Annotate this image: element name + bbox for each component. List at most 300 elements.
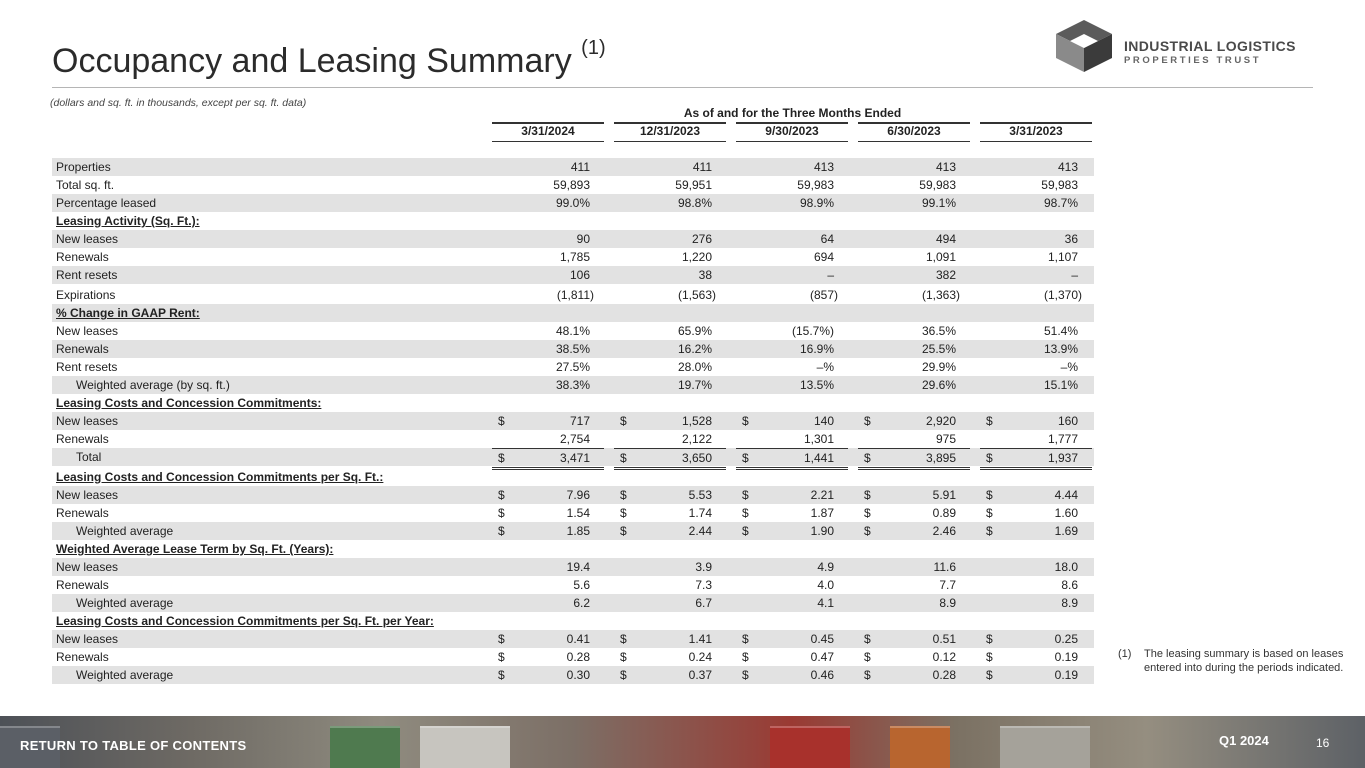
row-label: Renewals — [56, 250, 109, 264]
cell-value: 975 — [935, 432, 956, 446]
cell-value: 0.46 — [810, 668, 834, 682]
table-cell — [980, 522, 1092, 540]
table-cell — [614, 194, 726, 212]
company-logo — [1054, 20, 1316, 72]
cell-value: 0.19 — [1054, 650, 1078, 664]
currency-symbol: $ — [742, 632, 749, 646]
cell-value: (15.7%) — [791, 324, 834, 338]
footer-quarter: Q1 2024 — [1219, 733, 1269, 748]
cell-value: –% — [816, 360, 834, 374]
cell-value: 1,785 — [559, 250, 590, 264]
table-row — [52, 176, 1094, 194]
currency-symbol: $ — [742, 488, 749, 502]
row-label: New leases — [56, 560, 119, 574]
row-label: Weighted average — [76, 596, 174, 610]
currency-symbol: $ — [864, 650, 871, 664]
cell-value: 160 — [1057, 414, 1078, 428]
row-label: Leasing Costs and Concession Commitments per Sq. Ft.: — [56, 470, 384, 484]
table-cell — [492, 266, 604, 284]
cell-value: 6.2 — [573, 596, 590, 610]
table-cell — [492, 522, 604, 540]
cell-value: 3,895 — [925, 451, 956, 465]
period-group-heading: As of and for the Three Months Ended — [683, 106, 902, 120]
table-cell — [858, 504, 970, 522]
cell-value: 1.85 — [566, 524, 590, 538]
table-row — [52, 648, 1094, 666]
cell-value: 1.74 — [688, 506, 712, 520]
cell-value: 11.6 — [933, 560, 956, 574]
table-cell — [858, 576, 970, 594]
table-cell — [492, 158, 604, 176]
cell-value: 99.1% — [921, 196, 956, 210]
cell-value: 16.9% — [799, 342, 834, 356]
row-label: New leases — [56, 232, 119, 246]
cell-value: 0.41 — [566, 632, 590, 646]
cell-value: 59,893 — [553, 178, 590, 192]
table-cell — [614, 666, 726, 684]
table-cell — [980, 448, 1092, 470]
row-label: Renewals — [56, 342, 109, 356]
table-cell — [980, 576, 1092, 594]
table-cell — [614, 376, 726, 394]
cell-value: 3,650 — [681, 451, 712, 465]
currency-symbol: $ — [742, 414, 749, 428]
table-cell — [980, 248, 1092, 266]
table-cell — [980, 158, 1092, 176]
table-cell — [736, 648, 848, 666]
row-label: Total — [76, 450, 102, 464]
cell-value: 8.9 — [1061, 596, 1078, 610]
row-label: Weighted average — [76, 524, 174, 538]
cell-value: 38.5% — [555, 342, 590, 356]
table-row — [52, 340, 1094, 358]
table-row — [52, 322, 1094, 340]
table-cell — [980, 630, 1092, 648]
cell-value: 7.7 — [939, 578, 956, 592]
period-header: 3/31/2023 — [980, 122, 1092, 142]
row-label: New leases — [56, 632, 119, 646]
cell-value: 0.28 — [566, 650, 590, 664]
section-header-row — [52, 304, 1094, 322]
cell-value: 1,937 — [1047, 451, 1078, 465]
return-to-toc-link[interactable]: RETURN TO TABLE OF CONTENTS — [20, 738, 247, 753]
table-cell — [980, 666, 1092, 684]
table-cell — [858, 648, 970, 666]
cell-value: 4.1 — [817, 596, 834, 610]
cell-value: 19.4 — [566, 560, 590, 574]
table-row — [52, 430, 1094, 448]
table-cell — [858, 486, 970, 504]
table-cell — [858, 248, 970, 266]
row-label: Renewals — [56, 432, 109, 446]
row-label: Renewals — [56, 578, 109, 592]
table-cell — [736, 522, 848, 540]
table-cell — [736, 576, 848, 594]
cell-value: 1.87 — [810, 506, 834, 520]
cell-value: 65.9% — [677, 324, 712, 338]
cell-value: (1,811) — [556, 288, 594, 302]
table-row — [52, 358, 1094, 376]
table-cell — [614, 648, 726, 666]
row-label: Weighted Average Lease Term by Sq. Ft. (Years): — [56, 542, 334, 556]
cell-value: 2.46 — [932, 524, 956, 538]
cell-value: 2.21 — [810, 488, 834, 502]
cell-value: 59,983 — [919, 178, 956, 192]
table-cell — [736, 286, 848, 304]
table-cell — [980, 266, 1092, 284]
table-cell — [980, 176, 1092, 194]
row-label: % Change in GAAP Rent: — [56, 306, 200, 320]
row-label: New leases — [56, 488, 119, 502]
cell-value: 1,441 — [803, 451, 834, 465]
currency-symbol: $ — [620, 524, 627, 538]
cell-value: 1,107 — [1047, 250, 1078, 264]
table-row — [52, 158, 1094, 176]
row-label: New leases — [56, 324, 119, 338]
cell-value: 494 — [935, 232, 956, 246]
table-cell — [492, 340, 604, 358]
cell-value: 413 — [1057, 160, 1078, 174]
cell-value: 15.1% — [1043, 378, 1078, 392]
table-cell — [858, 594, 970, 612]
cell-value: 36.5% — [921, 324, 956, 338]
table-row — [52, 448, 1094, 466]
row-label: Weighted average (by sq. ft.) — [76, 378, 230, 392]
currency-symbol: $ — [742, 668, 749, 682]
table-cell — [858, 194, 970, 212]
header-divider — [52, 87, 1313, 88]
table-cell — [858, 558, 970, 576]
table-cell — [614, 230, 726, 248]
currency-symbol: $ — [864, 632, 871, 646]
row-label: Total sq. ft. — [56, 178, 115, 192]
cell-value: 2.44 — [688, 524, 712, 538]
currency-symbol: $ — [986, 650, 993, 664]
page-title — [52, 36, 606, 81]
row-label: Percentage leased — [56, 196, 157, 210]
footer-photo-trailer — [330, 726, 400, 768]
table-row — [52, 486, 1094, 504]
table-cell — [614, 558, 726, 576]
cell-value: (857) — [809, 288, 838, 302]
table-row — [52, 412, 1094, 430]
table-cell — [736, 630, 848, 648]
cell-value: 90 — [576, 232, 590, 246]
row-label: Leasing Costs and Concession Commitments: — [56, 396, 322, 410]
cell-value: 1.90 — [810, 524, 834, 538]
cell-value: 1,220 — [681, 250, 712, 264]
currency-symbol: $ — [986, 451, 993, 465]
table-cell — [614, 248, 726, 266]
table-row — [52, 230, 1094, 248]
currency-symbol: $ — [498, 668, 505, 682]
table-cell — [858, 666, 970, 684]
currency-symbol: $ — [742, 650, 749, 664]
currency-symbol: $ — [498, 506, 505, 520]
section-header-row — [52, 212, 1094, 230]
row-label: Leasing Activity (Sq. Ft.): — [56, 214, 200, 228]
cell-value: 0.51 — [932, 632, 956, 646]
cell-value: 2,920 — [925, 414, 956, 428]
cell-value: 0.12 — [932, 650, 956, 664]
cell-value: 2,754 — [559, 432, 590, 446]
table-cell — [614, 340, 726, 358]
row-label: Properties — [56, 160, 111, 174]
table-cell — [858, 158, 970, 176]
footnote-number: (1) — [1118, 648, 1132, 660]
currency-symbol: $ — [620, 668, 627, 682]
table-cell — [492, 630, 604, 648]
period-header: 9/30/2023 — [736, 122, 848, 142]
cell-value: (1,363) — [921, 288, 960, 302]
table-cell — [858, 322, 970, 340]
cell-value: 4.9 — [817, 560, 834, 574]
cell-value: 4.44 — [1054, 488, 1078, 502]
section-header-row — [52, 540, 1094, 558]
logo-subname: PROPERTIES TRUST — [1124, 55, 1262, 66]
cell-value: 411 — [570, 160, 590, 174]
table-cell — [492, 594, 604, 612]
currency-symbol: $ — [620, 506, 627, 520]
table-cell — [980, 358, 1092, 376]
currency-symbol: $ — [498, 451, 505, 465]
cell-value: 48.1% — [555, 324, 590, 338]
cell-value: 8.6 — [1061, 578, 1078, 592]
table-cell — [980, 430, 1092, 448]
table-cell — [736, 376, 848, 394]
table-cell — [980, 594, 1092, 612]
cell-value: –% — [1060, 360, 1078, 374]
table-cell — [980, 376, 1092, 394]
cell-value: 27.5% — [555, 360, 590, 374]
table-row — [52, 630, 1094, 648]
table-cell — [614, 576, 726, 594]
cell-value: 106 — [569, 268, 590, 282]
table-cell — [614, 522, 726, 540]
cell-value: 0.47 — [810, 650, 834, 664]
period-header: 12/31/2023 — [614, 122, 726, 142]
table-cell — [736, 430, 848, 448]
cell-value: 0.25 — [1054, 632, 1078, 646]
table-cell — [980, 340, 1092, 358]
cell-value: 59,983 — [1041, 178, 1078, 192]
section-header-row — [52, 468, 1094, 486]
table-cell — [492, 322, 604, 340]
cell-value: 51.4% — [1043, 324, 1078, 338]
table-cell — [614, 486, 726, 504]
table-cell — [492, 576, 604, 594]
footer-photo-trailer — [890, 726, 950, 768]
table-row — [52, 286, 1094, 304]
table-cell — [492, 448, 604, 470]
table-cell — [492, 230, 604, 248]
table-cell — [492, 376, 604, 394]
table-cell — [492, 194, 604, 212]
table-cell — [980, 194, 1092, 212]
row-label: Renewals — [56, 506, 109, 520]
footer-photo-trailer — [1000, 726, 1090, 768]
cell-value: 7.96 — [566, 488, 590, 502]
table-cell — [492, 486, 604, 504]
table-cell — [858, 358, 970, 376]
table-row — [52, 594, 1094, 612]
units-note: (dollars and sq. ft. in thousands, except per sq. ft. data) — [50, 97, 307, 109]
table-cell — [858, 376, 970, 394]
table-cell — [858, 430, 970, 448]
table-cell — [736, 412, 848, 430]
row-label: Renewals — [56, 650, 109, 664]
table-cell — [614, 430, 726, 448]
cell-value: 276 — [691, 232, 712, 246]
cell-value: 6.7 — [695, 596, 712, 610]
row-label: New leases — [56, 414, 119, 428]
section-header-row — [52, 394, 1094, 412]
table-cell — [980, 230, 1092, 248]
table-row — [52, 194, 1094, 212]
period-header: 3/31/2024 — [492, 122, 604, 142]
table-cell — [736, 340, 848, 358]
table-cell — [492, 504, 604, 522]
cell-value: 694 — [813, 250, 834, 264]
cell-value: 13.9% — [1043, 342, 1078, 356]
cell-value: 19.7% — [677, 378, 712, 392]
table-cell — [858, 340, 970, 358]
cell-value: 4.0 — [817, 578, 834, 592]
table-cell — [614, 594, 726, 612]
cell-value: 36 — [1064, 232, 1078, 246]
table-cell — [614, 630, 726, 648]
currency-symbol: $ — [498, 414, 505, 428]
table-cell — [858, 176, 970, 194]
table-row — [52, 504, 1094, 522]
currency-symbol: $ — [986, 506, 993, 520]
cell-value: 98.8% — [677, 196, 712, 210]
table-row — [52, 558, 1094, 576]
table-cell — [980, 558, 1092, 576]
cell-value: 38.3% — [555, 378, 590, 392]
table-cell — [736, 266, 848, 284]
table-cell — [858, 266, 970, 284]
currency-symbol: $ — [864, 506, 871, 520]
cell-value: 18.0 — [1054, 560, 1078, 574]
table-cell — [614, 266, 726, 284]
table-cell — [614, 504, 726, 522]
cell-value: 1.69 — [1054, 524, 1078, 538]
currency-symbol: $ — [986, 488, 993, 502]
currency-symbol: $ — [620, 451, 627, 465]
currency-symbol: $ — [620, 488, 627, 502]
table-cell — [614, 448, 726, 470]
cell-value: 0.89 — [932, 506, 956, 520]
row-label: Rent resets — [56, 268, 118, 282]
footer-banner — [0, 716, 1365, 768]
table-cell — [980, 504, 1092, 522]
page-title-text: Occupancy and Leasing Summary — [52, 42, 572, 80]
cell-value: 0.30 — [566, 668, 590, 682]
table-cell — [614, 286, 726, 304]
table-cell — [736, 248, 848, 266]
cell-value: 59,951 — [675, 178, 712, 192]
cell-value: 413 — [813, 160, 834, 174]
cell-value: – — [827, 268, 834, 282]
currency-symbol: $ — [742, 506, 749, 520]
cell-value: 5.53 — [688, 488, 712, 502]
currency-symbol: $ — [742, 524, 749, 538]
currency-symbol: $ — [864, 451, 871, 465]
table-row — [52, 522, 1094, 540]
cell-value: 59,983 — [797, 178, 834, 192]
table-cell — [736, 176, 848, 194]
currency-symbol: $ — [864, 488, 871, 502]
table-cell — [614, 176, 726, 194]
cell-value: 3.9 — [695, 560, 712, 574]
cell-value: 5.91 — [932, 488, 956, 502]
currency-symbol: $ — [498, 488, 505, 502]
cell-value: 411 — [692, 160, 712, 174]
cell-value: 28.0% — [677, 360, 712, 374]
page-number: 16 — [1316, 736, 1330, 750]
title-footnote-ref: (1) — [581, 36, 606, 59]
cell-value: 1.60 — [1054, 506, 1078, 520]
cell-value: 1,301 — [803, 432, 834, 446]
table-cell — [614, 322, 726, 340]
cell-value: 0.28 — [932, 668, 956, 682]
row-label: Rent resets — [56, 360, 118, 374]
table-row — [52, 666, 1094, 684]
currency-symbol: $ — [986, 414, 993, 428]
cell-value: 2,122 — [681, 432, 712, 446]
cell-value: 382 — [935, 268, 956, 282]
table-cell — [736, 558, 848, 576]
table-cell — [736, 448, 848, 470]
table-cell — [736, 666, 848, 684]
table-cell — [614, 358, 726, 376]
table-cell — [980, 412, 1092, 430]
currency-symbol: $ — [864, 414, 871, 428]
currency-symbol: $ — [864, 668, 871, 682]
table-cell — [736, 158, 848, 176]
logo-mark-icon — [1054, 20, 1114, 72]
cell-value: 0.37 — [688, 668, 712, 682]
table-cell — [492, 248, 604, 266]
table-row — [52, 576, 1094, 594]
cell-value: 0.19 — [1054, 668, 1078, 682]
table-cell — [492, 666, 604, 684]
cell-value: 1.41 — [688, 632, 712, 646]
cell-value: (1,370) — [1043, 288, 1082, 302]
cell-value: 38 — [698, 268, 712, 282]
table-cell — [980, 486, 1092, 504]
period-header: 6/30/2023 — [858, 122, 970, 142]
table-cell — [492, 430, 604, 448]
cell-value: 16.2% — [677, 342, 712, 356]
footer-photo-trailer — [420, 726, 510, 768]
table-cell — [736, 504, 848, 522]
table-cell — [858, 412, 970, 430]
cell-value: 5.6 — [573, 578, 590, 592]
cell-value: 29.9% — [921, 360, 956, 374]
cell-value: 717 — [569, 414, 590, 428]
table-cell — [492, 412, 604, 430]
table-cell — [736, 594, 848, 612]
cell-value: 1.54 — [566, 506, 590, 520]
row-label: Weighted average — [76, 668, 174, 682]
footnote-text: The leasing summary is based on leases entered into during the periods indicated. — [1144, 648, 1344, 674]
table-cell — [980, 286, 1092, 304]
currency-symbol: $ — [498, 650, 505, 664]
cell-value: – — [1071, 268, 1078, 282]
table-cell — [492, 358, 604, 376]
